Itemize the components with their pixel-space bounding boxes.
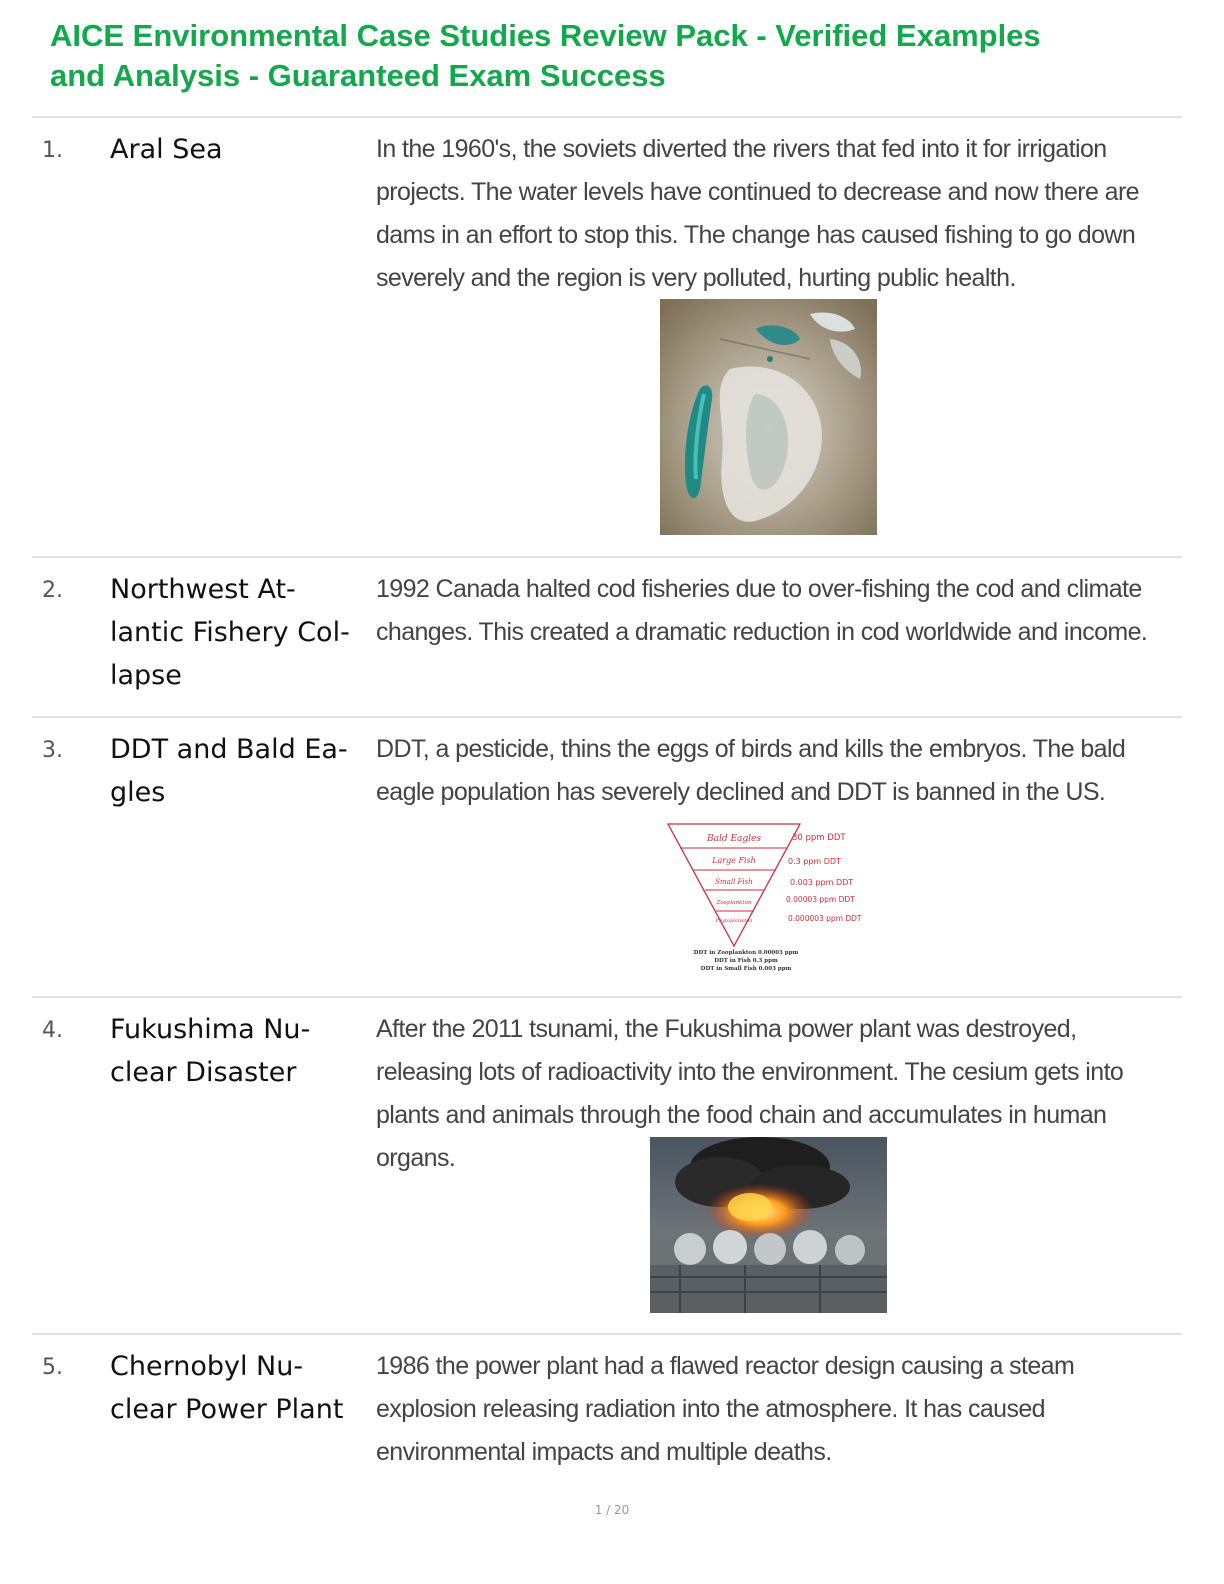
ddt-level-organism: Zooplankton <box>716 900 752 906</box>
title-line-2: and Analysis - Guaranteed Exam Success <box>50 58 666 93</box>
fukushima-photo <box>650 1137 887 1313</box>
ddt-level-amount: 0.00003 ppm DDT <box>786 895 855 904</box>
divider <box>32 556 1182 558</box>
item-number: 1. <box>42 138 63 163</box>
item-definition: DDT, a pesticide, thins the eggs of birds and kills the embryos. The bald eagle population has severely declined and DDT is banned in the US. <box>376 735 1126 806</box>
item-term-northwest-atlantic-fishery: Northwest At- lantic Fishery Col- lapse <box>110 574 350 691</box>
ddt-biomagnification-diagram <box>660 818 900 978</box>
ddt-level-amount: 0.3 ppm DDT <box>788 857 841 866</box>
ddt-level-organism: Bald Eagles <box>707 834 761 844</box>
item-term-ddt-bald-eagles: DDT and Bald Ea- gles <box>110 734 348 808</box>
item-term-chernobyl: Chernobyl Nu- clear Power Plant <box>110 1351 344 1425</box>
divider <box>32 1333 1182 1335</box>
item-number: 3. <box>42 738 63 763</box>
ddt-level-organism: Phytoplankton <box>715 918 753 924</box>
item-term-aral-sea: Aral Sea <box>110 134 223 165</box>
ddt-level-amount: 30 ppm DDT <box>792 833 846 843</box>
ddt-level-organism: Large Fish <box>712 856 756 865</box>
item-number: 5. <box>42 1355 63 1380</box>
item-term-fukushima: Fukushima Nu- clear Disaster <box>110 1014 311 1088</box>
ddt-caption-line: DDT in Fish 0.3 ppm <box>714 958 778 964</box>
ddt-level-amount: 0.003 ppm DDT <box>790 878 854 887</box>
title-line-1: AICE Environmental Case Studies Review Pack - Verified Examples <box>50 18 1041 53</box>
item-definition: After the 2011 tsunami, the Fukushima power plant was destroyed, releasing lots of radioactivity into the environment. The cesium gets into plants and animals through the food chain and accumulates in human organs. <box>376 1015 1124 1172</box>
ddt-caption-line: DDT in Small Fish 0.003 ppm <box>700 966 792 972</box>
item-number: 2. <box>42 578 63 603</box>
item-definition: 1986 the power plant had a flawed reactor design causing a steam explosion releasing radiation into the atmosphere. It has caused environmental impacts and multiple deaths. <box>376 1352 1075 1466</box>
ddt-pyramid-drawing <box>660 818 900 978</box>
divider <box>32 996 1182 998</box>
page-indicator: 1 / 20 <box>594 1503 630 1517</box>
item-definition: 1992 Canada halted cod fisheries due to over-fishing the cod and climate changes. This created a dramatic reduction in cod worldwide and income. <box>376 575 1148 646</box>
aral-sea-photo <box>660 299 877 535</box>
fukushima-fire-photo <box>650 1137 887 1313</box>
ddt-level-organism: Small Fish <box>715 878 753 886</box>
item-number: 4. <box>42 1018 63 1043</box>
divider <box>32 116 1182 118</box>
divider <box>32 716 1182 718</box>
aral-sea-satellite-image <box>660 299 877 535</box>
document-title <box>50 16 1200 96</box>
ddt-level-amount: 0.000003 ppm DDT <box>788 914 862 923</box>
ddt-caption-line: DDT in Zooplankton 0.00003 ppm <box>693 950 799 956</box>
item-definition: In the 1960's, the soviets diverted the rivers that fed into it for irrigation projects. The water levels have continued to decrease and now there are dams in an effort to stop this. The change has caused fishing to go down severely and the region is very polluted, hurting public health. <box>376 135 1139 292</box>
